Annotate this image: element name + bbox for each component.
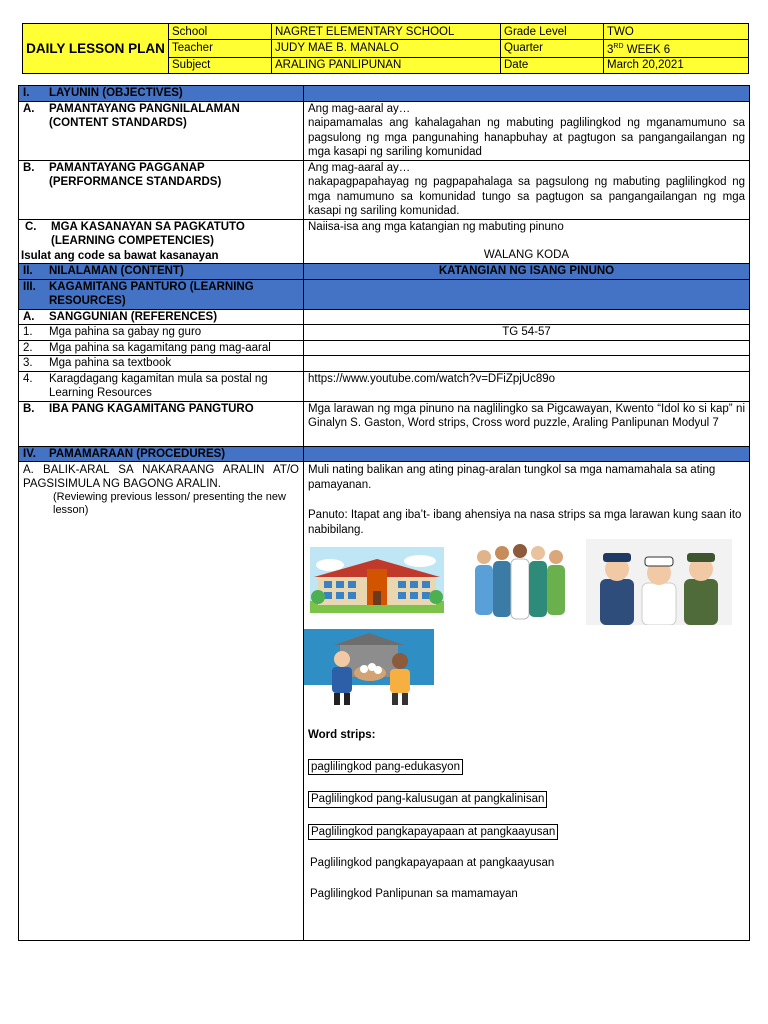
pictures-area bbox=[308, 545, 745, 720]
teacher-label: Teacher bbox=[169, 40, 272, 58]
procedure-a-heading: A. BALIK-ARAL SA NAKARAANG ARALIN AT/O PAGSISIMULA NG BAGONG ARALIN. bbox=[23, 464, 299, 490]
section-label: NILALAMAN (CONTENT) bbox=[49, 265, 184, 277]
competency-text: Naiisa-isa ang mga katangian ng mabuting pinuno bbox=[308, 220, 564, 233]
social-service-picture bbox=[304, 629, 434, 705]
word-strip[interactable]: Paglilingkod pangkapayapaan at pangkaayusan bbox=[310, 857, 555, 869]
code-note: Isulat ang code sa bawat kasanayan bbox=[21, 249, 219, 262]
section-number: II. bbox=[23, 265, 33, 277]
intro-line: Ang mag-aaral ay… bbox=[308, 102, 411, 115]
row-resources bbox=[19, 279, 750, 309]
row-performance-standards bbox=[19, 160, 750, 219]
section-number: IV. bbox=[23, 447, 37, 460]
school-picture bbox=[310, 547, 444, 613]
section-number: I. bbox=[23, 87, 30, 99]
row-teacher-guide bbox=[19, 325, 750, 341]
item-label: PAMANTAYANG PANGNILALAMAN (CONTENT STANDARDS) bbox=[49, 102, 240, 129]
grade-value: TWO bbox=[604, 24, 749, 40]
resource-link[interactable]: https://www.youtube.com/watch?v=DFiZpjUc89o bbox=[304, 371, 750, 401]
item-number: A. bbox=[23, 102, 35, 115]
row-procedure-a bbox=[19, 462, 750, 941]
item-number: 4. bbox=[23, 372, 33, 385]
item-number: C. bbox=[25, 220, 37, 233]
review-intro: Muli nating balikan ang ating pinag-aralan tungkol sa mga namamahala sa ating pamayanan. bbox=[308, 464, 716, 491]
school-value: NAGRET ELEMENTARY SCHOOL bbox=[272, 24, 501, 40]
row-learner-materials bbox=[19, 340, 750, 356]
procedure-a-subtitle: (Reviewing previous lesson/ presenting the new lesson) bbox=[53, 491, 286, 516]
row-additional-materials bbox=[19, 371, 750, 401]
section-label: KAGAMITANG PANTURO (LEARNING RESOURCES) bbox=[49, 280, 254, 307]
item-number: A. bbox=[23, 310, 35, 323]
content-value: KATANGIAN NG ISANG PINUNO bbox=[304, 264, 750, 280]
row-competencies bbox=[19, 219, 750, 264]
teacher-value: JUDY MAE B. MANALO bbox=[272, 40, 501, 58]
subject-label: Subject bbox=[169, 57, 272, 73]
row-references bbox=[19, 309, 750, 325]
item-label: Karagdagang kagamitan mula sa postal ng Learning Resources bbox=[49, 372, 268, 399]
competency-code: WALANG KODA bbox=[483, 249, 570, 261]
subject-value: ARALING PANLIPUNAN bbox=[272, 57, 501, 73]
teacher-guide-pages: TG 54-57 bbox=[304, 325, 750, 341]
performance-standard-text: nakapagpapahayag ng pagpapahalaga sa pagsulong ng mabuting paglilingkod ng mga namumuno sa komunidad tungo sa pagtugon sa pangangailangan ng mga kasapi ng sariling komunidad. bbox=[308, 176, 745, 217]
item-number: B. bbox=[23, 402, 35, 415]
word-strip[interactable]: paglilingkod pang-edukasyon bbox=[308, 759, 463, 776]
section-label: PAMAMARAAN (PROCEDURES) bbox=[49, 447, 226, 460]
word-strips-title: Word strips: bbox=[308, 729, 376, 741]
row-other-materials bbox=[19, 401, 750, 446]
item-number: B. bbox=[23, 161, 35, 174]
intro-line: Ang mag-aaral ay… bbox=[308, 161, 411, 174]
item-label: PAMANTAYANG PAGGANAP (PERFORMANCE STANDARDS) bbox=[49, 161, 222, 188]
section-label: LAYUNIN (OBJECTIVES) bbox=[49, 87, 183, 99]
instructions-text: Panuto: Itapat ang iba’t- ibang ahensiya na nasa strips sa mga larawan kung saan ito nabibilang. bbox=[308, 509, 742, 536]
other-materials-text: Mga larawan ng mga pinuno na naglilingko sa Pigcawayan, Kwento “Idol ko si kap” ni Ginalyn S. Gaston, Word strips, Cross word puzzle, Araling Panlipunan Modyul 7 bbox=[304, 401, 750, 446]
item-label: SANGGUNIAN (REFERENCES) bbox=[49, 310, 218, 323]
item-number: 2. bbox=[23, 341, 33, 354]
row-procedures bbox=[19, 446, 750, 462]
item-label: Mga pahina sa kagamitang pang mag-aaral bbox=[49, 341, 271, 354]
row-textbook bbox=[19, 356, 750, 372]
content-standard-text: naipamamalas ang kahalagahan ng mabuting paglilingkod ng mganamumuno sa pagsulong ng mga pangunahing hanapbuhay at pagtugon sa pangangailangan ng mga kasapi ng sariling komunidad bbox=[308, 117, 745, 158]
item-number: 3. bbox=[23, 357, 33, 369]
row-objectives bbox=[19, 86, 750, 102]
soldiers-picture bbox=[586, 539, 732, 625]
item-label: MGA KASANAYAN SA PAGKATUTO (LEARNING COMPETENCIES) bbox=[51, 220, 245, 247]
row-content bbox=[19, 264, 750, 280]
item-label: IBA PANG KAGAMITANG PANGTURO bbox=[49, 402, 254, 415]
word-strip[interactable]: Paglilingkod Panlipunan sa mamamayan bbox=[310, 887, 518, 900]
doc-title: DAILY LESSON PLAN bbox=[23, 24, 169, 74]
item-label: Mga pahina sa textbook bbox=[49, 357, 172, 369]
quarter-label: Quarter bbox=[501, 40, 604, 58]
lesson-plan-table bbox=[18, 85, 750, 941]
item-label: Mga pahina sa gabay ng guro bbox=[49, 326, 202, 338]
grade-label: Grade Level bbox=[501, 24, 604, 40]
date-label: Date bbox=[501, 57, 604, 73]
header-table bbox=[22, 23, 749, 74]
date-value: March 20,2021 bbox=[604, 57, 749, 73]
item-number: 1. bbox=[23, 326, 33, 338]
health-workers-picture bbox=[470, 539, 568, 625]
word-strip[interactable]: Paglilingkod pangkapayapaan at pangkaayusan bbox=[308, 824, 558, 841]
word-strip[interactable]: Paglilingkod pang-kalusugan at pangkalinisan bbox=[308, 791, 547, 808]
row-content-standards bbox=[19, 101, 750, 160]
quarter-value: 3RD WEEK 6 bbox=[604, 40, 749, 58]
section-number: III. bbox=[23, 280, 36, 293]
school-label: School bbox=[169, 24, 272, 40]
